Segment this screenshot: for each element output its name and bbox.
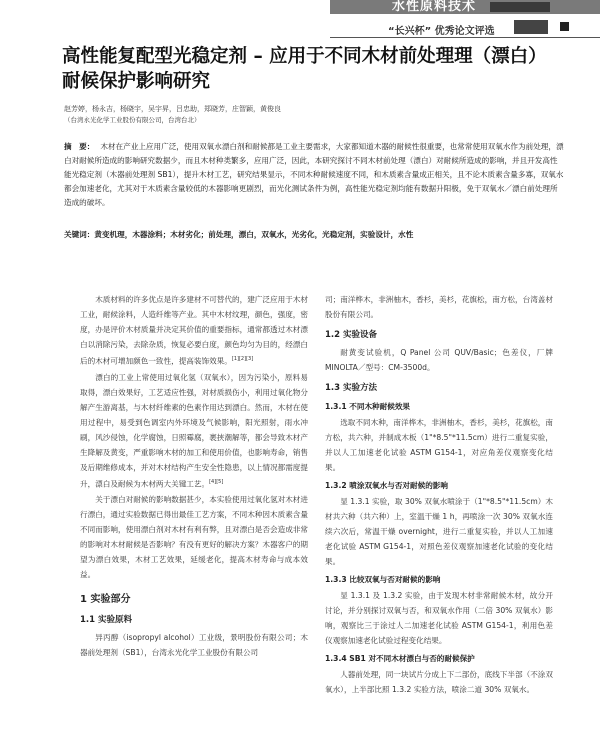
abstract bbox=[64, 140, 564, 210]
section-heading-1-1: 1.1 实验原料 bbox=[80, 615, 133, 626]
abstract-label: 摘 要： bbox=[64, 142, 95, 151]
paper-title: 高性能复配型光稳定剂 – 应用于不同木材前处理理（漂白）耐候保护影响研究 bbox=[62, 46, 547, 92]
left-column bbox=[80, 292, 308, 661]
keywords-text: 黄变机理，木器涂料；木材劣化；前处理，漂白，双氧水，光劣化，光稳定剂，实验设计，水性 bbox=[94, 230, 414, 239]
award-square-icon bbox=[560, 22, 569, 31]
ref-marker: [2] bbox=[238, 356, 247, 362]
section-heading-1-3: 1.3 实验方法 bbox=[325, 383, 378, 393]
section-heading-1-3-3: 1.3.3 比较双氧与否对耐候的影响 bbox=[325, 575, 441, 584]
method-paragraph-2: 显 1.3.1 实验，取 30% 双氧水喷涂于（1"*8.5"*11.5cm）木材共六种（共六种）上，室温干燥 1 h，再喷涂一次 30% 双氧水连续六次后，常温干燥 overnight，进行二重复实验，并以人工加速老化试验 ASTM G154-1，对照色差仪观察加速老化试验的变化结果。 bbox=[325, 497, 553, 566]
journal-title: 水性原料技术 bbox=[392, 0, 477, 14]
header-logo-mark bbox=[490, 2, 550, 12]
header-rule bbox=[330, 37, 600, 38]
award-logo-mark bbox=[514, 20, 548, 34]
section-heading-1-3-4: 1.3.4 SB1 对不同木材漂白与否的耐候保护 bbox=[325, 654, 475, 663]
affiliation: （台湾永光化学工业股份有限公司，台湾台北） bbox=[64, 116, 201, 124]
section-heading-1-3-1: 1.3.1 不同木种耐候效果 bbox=[325, 402, 411, 411]
materials-paragraph: 异丙醇（isopropyl alcohol）工业级，景明股份有限公司；木器前处理剂（SB1），台湾永光化学工业股份有限公司 bbox=[80, 633, 308, 658]
intro-text-1: 木质材料的许多优点是许多建材不可替代的，建广泛应用于木材工业，耐候涂料，人造纤维等产业。其中木材纹理，颜色，强度，密度，办是评价木材质量并决定其价值的重要指标，通常都透过木材漂白以消除污染，去除杂质，恢复必要白度，颜色均匀为目的，经漂白后的木材可增加颜色一致性，提高装饰效果。 bbox=[80, 295, 308, 366]
equipment-paragraph: 耐黄变试验机，Q Panel 公司 QUV/Basic；色差仪，厂牌 MINOLTA／型号：CM-3500d。 bbox=[325, 348, 553, 372]
abstract-text: 木材在产业上应用广泛，使用双氧水漂白剂和耐候都是工业主要需求，大家都知道木器的耐候性很重要，也常常使用双氧水作为前处理，漂白对耐候所造成的影响研究数据少，而且木材种类繁多，应用广泛，因此，本研究探讨不同木材前处理（漂白）对耐候所造成的影响，并且开发高性能光稳定剂（木器前处理剂 SB1），提升木材工艺，研究结果显示，不同木种耐候速度不同，和木质素含量成正相关，且不论木质素含量多寡，双氧水都会加速老化，尤其对于木质素含量较低的木器影响更剧烈，而光化测试条件为例，高性能光稳定剂均能有数据升阳极，免于双氧水／漂白前处理所造成的破坏。 bbox=[64, 142, 564, 207]
ref-marker: [1] bbox=[231, 356, 239, 362]
ref-marker: [3] bbox=[246, 356, 254, 362]
author-list: 赵芳婷，杨永吉，杨晓宇，吴宇昇，吕忠助，郑晓芳，庄智颖，黄俊良 bbox=[64, 105, 281, 113]
section-heading-1-2: 1.2 实验设备 bbox=[325, 330, 378, 340]
intro-paragraph-3: 关于漂白对耐候的影响数据甚少，本实验使用过氧化氢对木材进行漂白，通过实验数据已得出最佳工艺方案，不同木种因木质素含量不同而影响，使用漂白剂对木材有利有弊，且对漂白是否会造成非常的影响对木材耐候是否影响？有没有更好的解决方案？木器客户的期望为漂白效果，木材工艺效果，延缓老化，提高木材寿命与成本效益。 bbox=[80, 495, 308, 580]
award-label: “长兴杯” 优秀论文评选 bbox=[388, 26, 495, 37]
right-column bbox=[325, 292, 553, 698]
section-heading-1-3-2: 1.3.2 喷涂双氧水与否对耐候的影响 bbox=[325, 481, 448, 490]
method-paragraph-3: 显 1.3.1 及 1.3.2 实验，由于发现木材非常耐候木材，故分开讨论，并分别探讨双氧与否，和双氧水作用（二倍 30% 双氧水）影响，观察比三于涂过人二加速老化试验 ASTM G154-1，利用色差仪观察加速老化试验过程变化结果。 bbox=[325, 591, 553, 645]
ref-marker: [5] bbox=[216, 478, 224, 485]
intro-text-2: 漂白的工业上常使用过氧化氢（双氧水），因为污染小，原料易取得，漂白效果好，工艺适应性强，对材质损伤小，利用过氧化物分解产生游离基，与木材纤维素的色素作用达到漂白。然而，木材在使用过程中，易受到色调室内外环境及气候影响，阳光照射，雨水冲刷，风沙侵蚀，化学腐蚀，日照霉腐，裹挟潮解等，都会导致木材产生降解及黄变，严重影响木材的加工和使用价值，也影响寿命，销售及后期维修成本，并对木材结构产生安全性隐患，以上情况都需度提升，漂白及耐候为木材两大关键工艺。 bbox=[80, 372, 308, 489]
method-paragraph-1: 选取不同木种，南洋桦木，非洲柚木，香杉，美杉，花旗松，南方松，共六种，并制成木板（1"*8.5"*11.5cm）进行二重复实验，并以人工加速老化试验 ASTM G154-1，对应角差仪观察变化结果。 bbox=[325, 418, 553, 472]
materials-continued: 司；南洋桦木，非洲柚木，香杉，美杉，花旗松，南方松，台湾盖材股份有限公司。 bbox=[325, 295, 553, 319]
ref-marker: [4] bbox=[209, 478, 217, 485]
keywords bbox=[64, 228, 564, 242]
intro-paragraph-2 bbox=[80, 370, 308, 492]
method-paragraph-4: 人器前处理，同一块试片分成上下二部份，底线下半部（不涂双氧水），上半部比照 1.3.2 实验方法，喷涂二道 30% 双氧水。 bbox=[325, 670, 553, 694]
keywords-label: 关键词： bbox=[64, 230, 95, 239]
intro-paragraph-1 bbox=[80, 292, 308, 369]
section-heading-1: 1 实验部分 bbox=[80, 594, 131, 606]
